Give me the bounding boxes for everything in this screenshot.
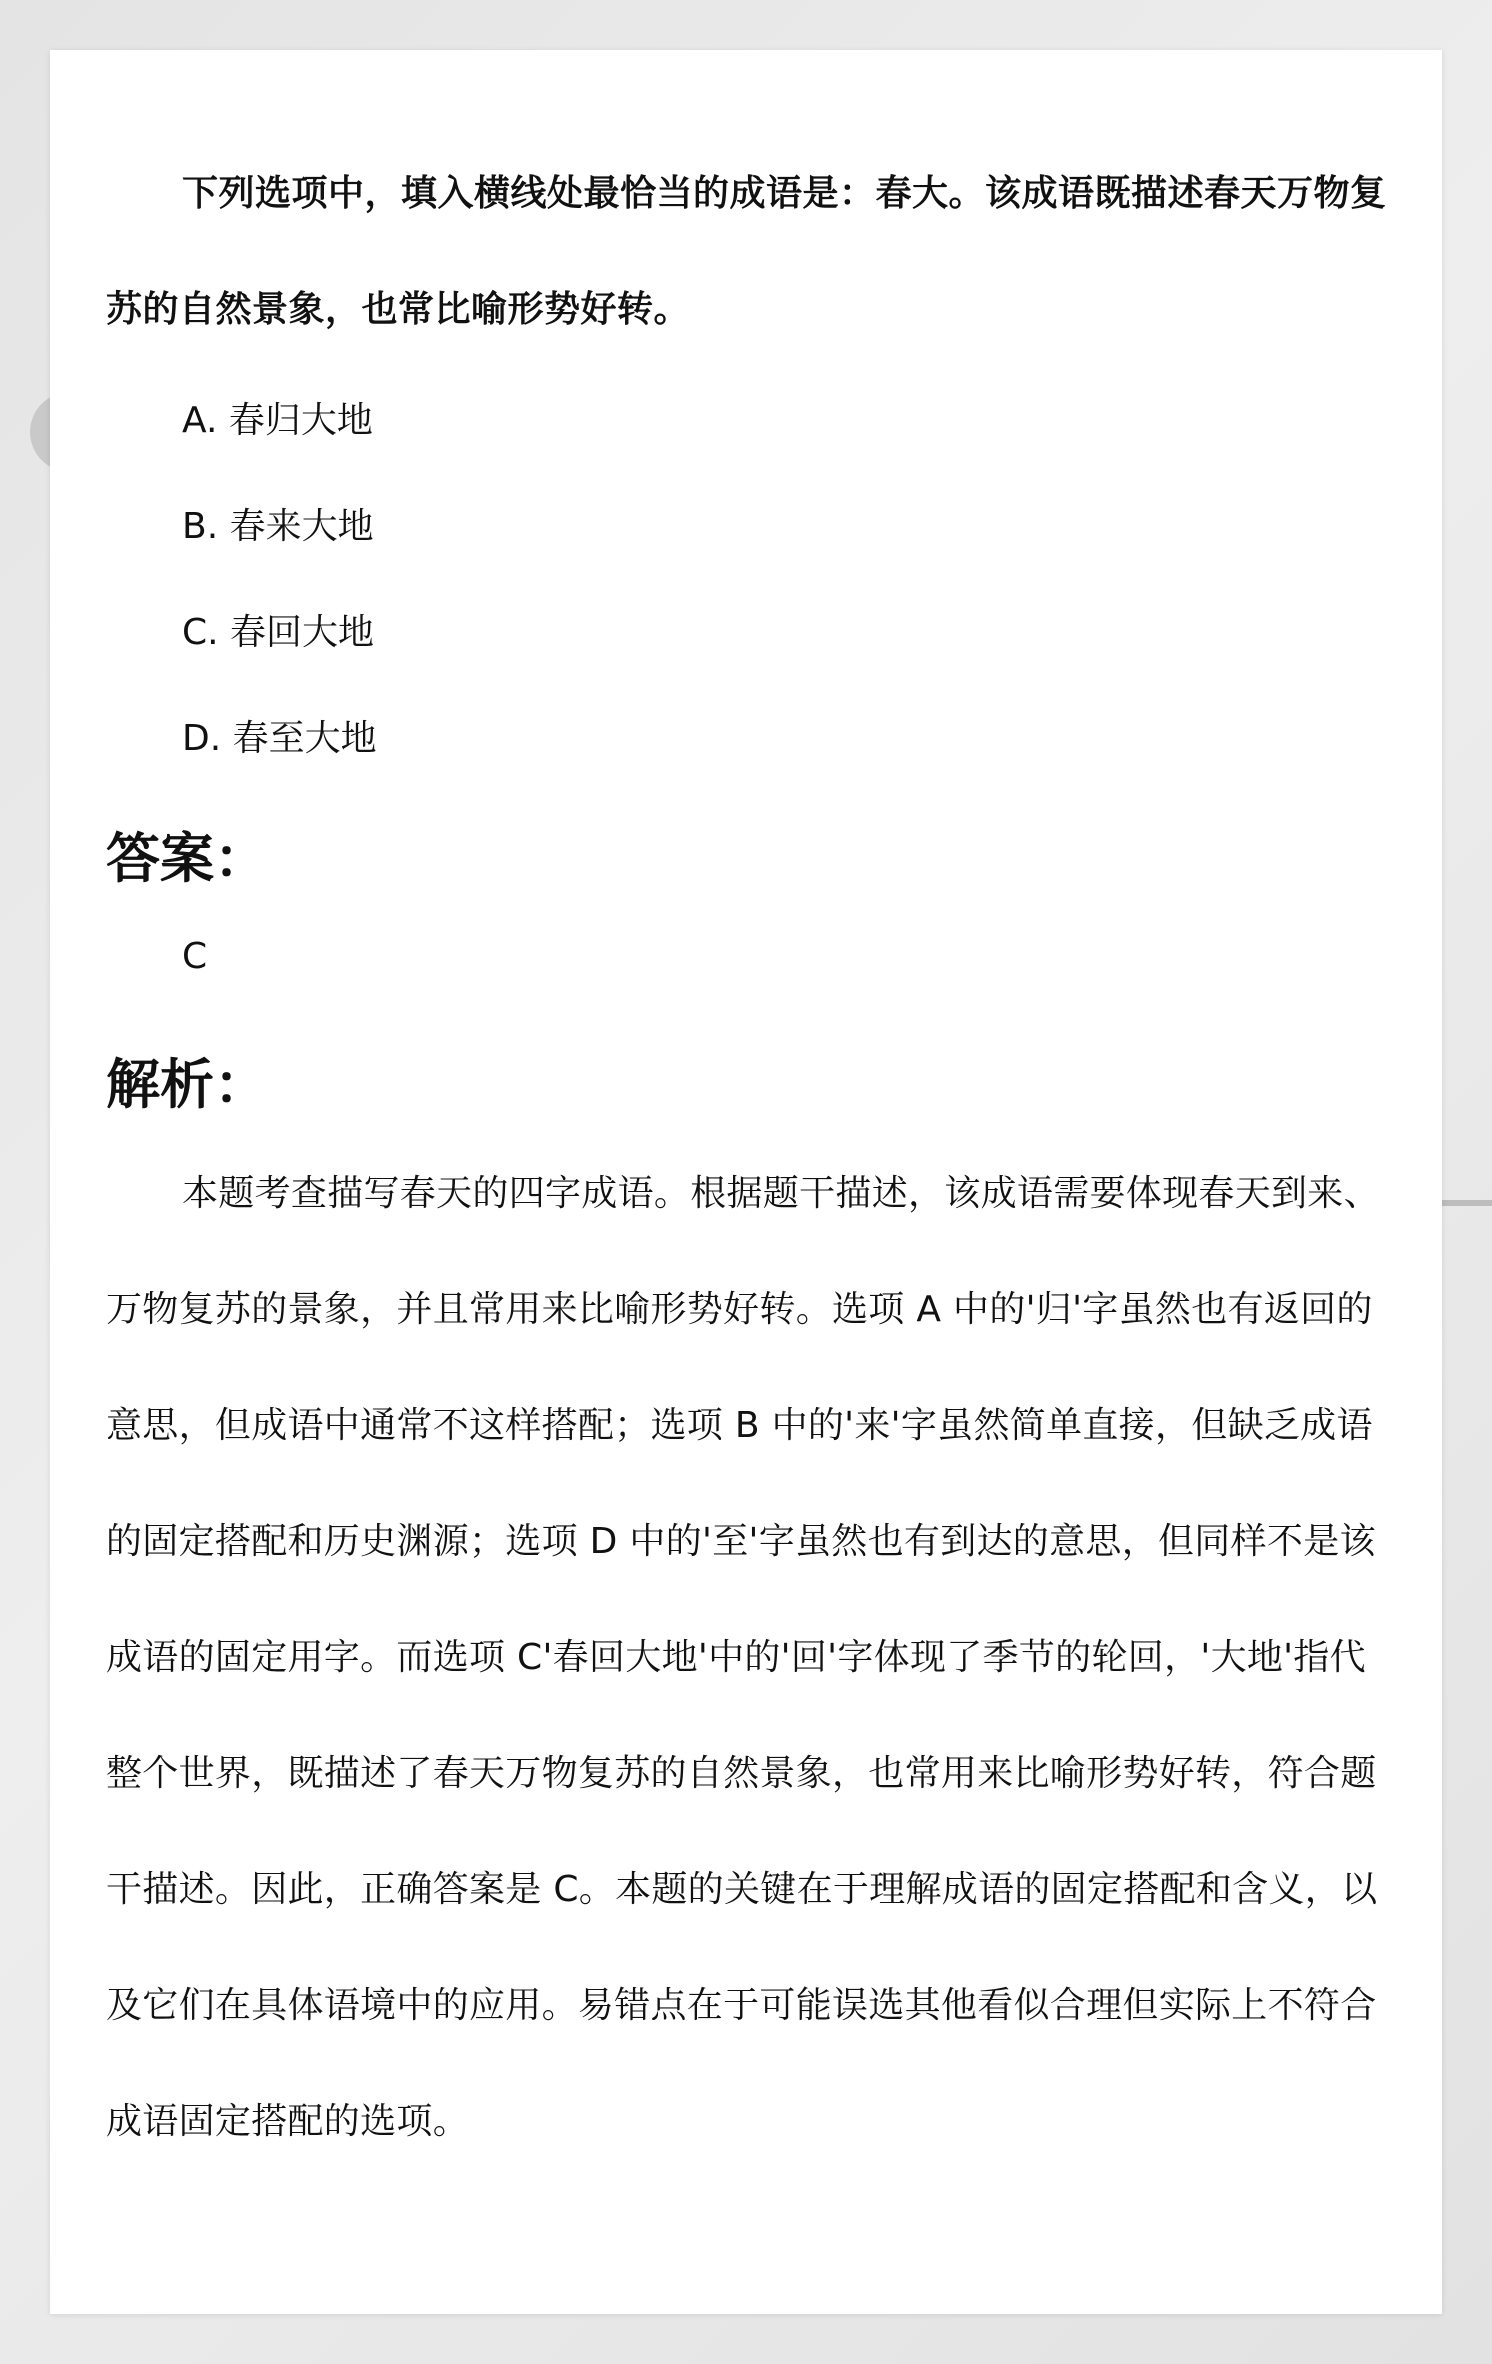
option-b: B. 春来大地 bbox=[182, 506, 374, 547]
question-text: 下列选项中，填入横线处最恰当的成语是：春大。该成语既描述春天万物复苏的自然景象，也常比喻形势好转。 bbox=[106, 173, 1387, 330]
answer-value: C bbox=[182, 936, 208, 977]
options-list bbox=[106, 368, 1396, 792]
analysis-heading: 解析： bbox=[106, 1053, 268, 1116]
option-d: D. 春至大地 bbox=[182, 718, 377, 759]
analysis-text: 本题考查描写春天的四字成语。根据题干描述，该成语需要体现春天到来、万物复苏的景象，并且常用来比喻形势好转。选项 A 中的'归'字虽然也有返回的意思，但成语中通常不这样搭配；选项 B 中的'来'字虽然简单直接，但缺乏成语的固定搭配和历史渊源；选项 D 中的'至'字虽然也有到达的意思，但同样不是该成语的固定用字。而选项 C'春回大地'中的'回'字体现了季节的轮回，'大地'指代整个世界，既描述了春天万物复苏的自然景象，也常用来比喻形势好转，符合题干描述。因此，正确答案是 C。本题的关键在于理解成语的固定搭配和含义，以及它们在具体语境中的应用。易错点在于可能误选其他看似合理但实际上不符合成语固定搭配的选项。 bbox=[106, 1173, 1380, 2142]
option-a: A. 春归大地 bbox=[182, 400, 373, 441]
background-bar-decoration bbox=[1436, 1200, 1492, 1206]
answer-heading: 答案： bbox=[106, 827, 268, 890]
document-content bbox=[106, 50, 1396, 2180]
document-page bbox=[50, 50, 1442, 2314]
option-c: C. 春回大地 bbox=[182, 612, 375, 653]
